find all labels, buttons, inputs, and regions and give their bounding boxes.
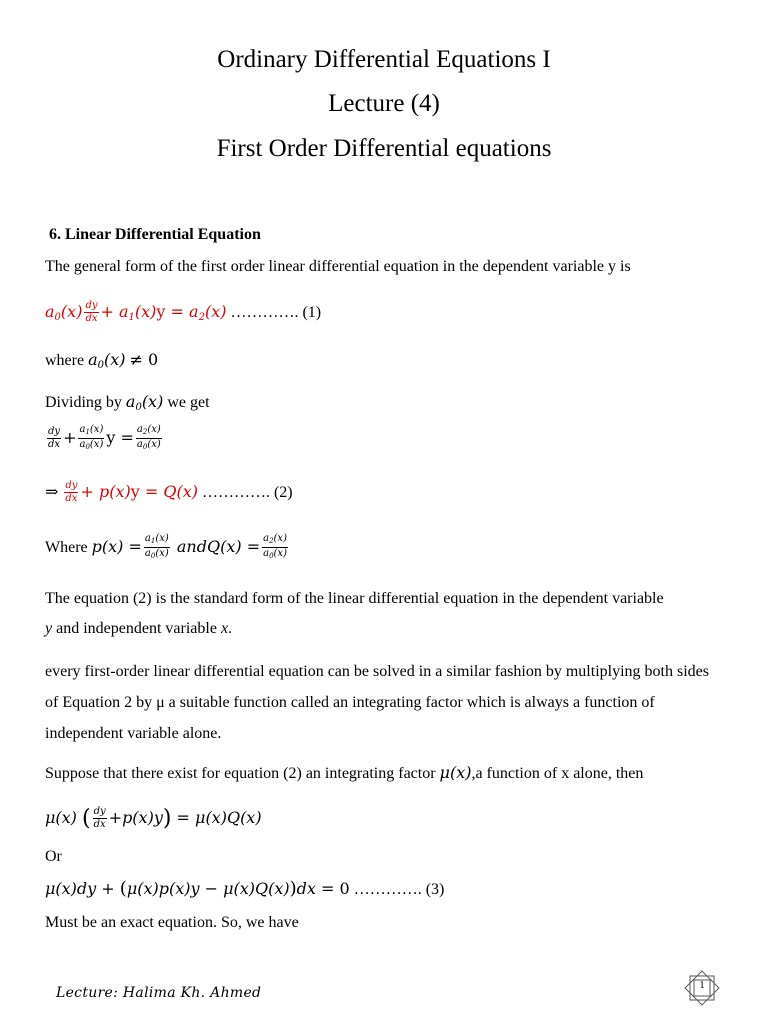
suppose-line <box>45 763 643 783</box>
suppose-text-b: ,a function of x alone, then <box>471 765 644 782</box>
standard-form-line-1: The equation (2) is the standard form of the linear differential equation in the dependent variable <box>45 590 664 607</box>
page-number-badge <box>684 970 720 1006</box>
divided-equation: $\frac{dy}{dx}$ + $\frac{a_1(x)}{a_0(x)}$ y = $\frac{a_2(x)}{a_0(x)}$ <box>48 424 161 451</box>
lecture-number: Lecture (4) <box>328 90 440 117</box>
equation-2-tag: …………. (2) <box>201 484 293 501</box>
dividing-line <box>45 392 210 413</box>
equation-3-tag: …………. (3) <box>353 881 445 898</box>
standard-form-line-2 <box>45 620 232 638</box>
and-label: and <box>176 537 207 556</box>
exact-equation-line: Must be an exact equation. So, we have <box>45 914 299 931</box>
mu-symbol: μ(x) <box>439 763 472 782</box>
equation-1-formula: $a_0(x)$ $\frac{dy}{dx}$ + $a_1(x)y = a_2(x)$ <box>45 300 227 324</box>
equation-3 <box>45 878 444 899</box>
a0-symbol-2: $a_0(x)$ <box>125 392 164 413</box>
var-y: y <box>45 620 53 637</box>
equation-2-formula: $\frac{dy}{dx}$ + p(x)y = Q(x) <box>65 480 198 504</box>
where-label: where <box>45 352 85 369</box>
multiplied-equation: μ(x) ( $\frac{dy}{dx}$ +p(x)y) = μ(x)Q(x) <box>45 806 262 831</box>
equation-2: ⇒ $\frac{dy}{dx}$ + p(x)y = Q(x) …………. (2) <box>45 480 293 504</box>
standard-form-mid: and independent variable <box>52 620 221 637</box>
equation-1-tag: …………. (1) <box>230 304 322 321</box>
where2-label: Where <box>45 539 88 556</box>
or-label: Or <box>45 848 62 865</box>
neq-zero: ≠ 0 <box>129 350 159 369</box>
section-heading: 6. Linear Differential Equation <box>49 226 261 243</box>
intro-paragraph: The general form of the first order linear differential equation in the dependent variable y is <box>45 258 631 275</box>
integrating-factor-paragraph: every first-order linear differential equation can be solved in a similar fashion by multiplying both sides of Equation 2 by μ a suitable function called an integrating factor which is always a function of independent variable alone. <box>45 663 709 742</box>
page-number: 1 <box>699 979 705 991</box>
course-title: Ordinary Differential Equations I <box>217 46 551 73</box>
suppose-text-a: Suppose that there exist for equation (2) an integrating factor <box>45 765 440 782</box>
pq-definition: Where p(x) = $\frac{a_1(x)}{a_0(x)}$ andQ(x) = $\frac{a_2(x)}{a_0(x)}$ <box>45 533 287 560</box>
we-get-label: we get <box>167 394 210 411</box>
standard-form-end: . <box>228 620 233 637</box>
lecture-topic: First Order Differential equations <box>216 135 552 162</box>
equation-1 <box>45 300 321 325</box>
equation-3-formula: μ(x)dy + (μ(x)p(x)y − μ(x)Q(x))dx = 0 <box>45 878 350 899</box>
dividing-label: Dividing by <box>45 394 122 411</box>
condition-line <box>45 350 158 371</box>
var-x: x <box>220 620 229 637</box>
lecturer-signature: Lecture: Halima Kh. Ahmed <box>56 985 262 1001</box>
a0-symbol: $a_0(x)$ <box>88 350 126 371</box>
